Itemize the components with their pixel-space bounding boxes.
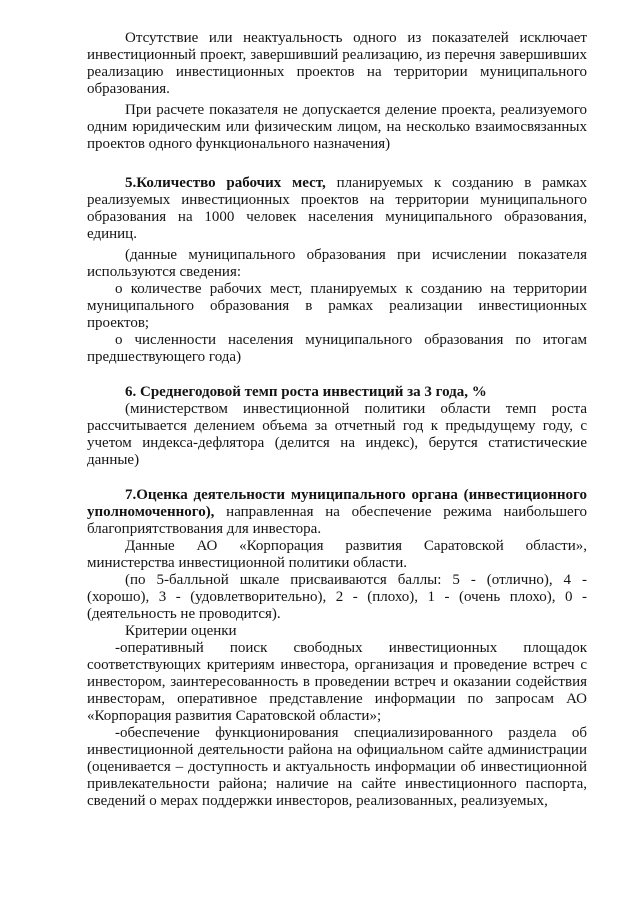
paragraph-project-splitting: При расчете показателя не допускается деление проекта, реализуемого одним юридическим или физическим лицом, на несколько взаимосвязанных проектов одного функционального назначения) (87, 102, 587, 152)
section5-heading-rest: планируемых к созданию в рамках реализуемых инвестиционных проектов на территории муниципального образования на 1000 человек населения муниципального образования, единиц. (87, 175, 587, 242)
section7-criteria-title: Критерии оценки (125, 623, 237, 639)
paragraph-missing-indicators: Отсутствие или неактуальность одного из показателей исключает инвестиционный проект, завершивший реализацию, из перечня завершивших реализацию инвестиционных проектов на территории муниципального образования. (87, 30, 587, 97)
section6-heading: 6. Среднегодовой темп роста инвестиций за 3 года, % (125, 384, 487, 400)
section5-item-population: о численности населения муниципального образования по итогам предшествующего года) (87, 332, 587, 365)
section7-heading-rest: направленная на обеспечение режима наибольшего благоприятствования для инвестора. (87, 504, 587, 537)
section5-heading: 5.Количество рабочих мест, (125, 175, 326, 191)
section7-heading-paragraph (87, 487, 587, 538)
section7-criterion-site-search: -оперативный поиск свободных инвестиционных площадок соответствующих критериям инвестора, организация и проведение встреч с инвестором, заинтересованность в проведении встреч и оказании содействия инвесторам, оперативное представление информации по запросам АО «Корпорация развития Саратовской области»; (87, 640, 587, 724)
section5-item-jobs: о количестве рабочих мест, планируемых к созданию на территории муниципального образования в рамках реализации инвестиционных проектов; (87, 281, 587, 331)
section6-note: (министерством инвестиционной политики области темп роста рассчитывается делением объема за отчетный год к предыдущему году, с учетом индекса-дефлятора (делится на индекс), берутся статистические данные) (87, 401, 587, 468)
section7-heading: 7.Оценка деятельности муниципального органа (инвестиционного уполномоченного), (87, 487, 587, 520)
section5-heading-paragraph (87, 175, 587, 243)
section7-criterion-website-section: -обеспечение функционирования специализированного раздела об инвестиционной деятельности района на официальном сайте администрации (оценивается – доступность и актуальность информации об инвестиционной привлекательности района; наличие на сайте инвестиционного паспорта, сведений о мерах поддержки инвесторов, реализованных, реализуемых, (87, 725, 587, 809)
section7-scale: (по 5-балльной шкале присваиваются баллы: 5 - (отлично), 4 - (хорошо), 3 - (удовлетворительно), 2 - (плохо), 1 - (очень плохо), 0 - (деятельность не проводится). (87, 572, 587, 622)
document-page (87, 30, 587, 810)
section5-note-intro: (данные муниципального образования при исчислении показателя используются сведения: (87, 247, 587, 280)
section7-data-sources: Данные АО «Корпорация развития Саратовской области», министерства инвестиционной политики области. (87, 538, 587, 571)
